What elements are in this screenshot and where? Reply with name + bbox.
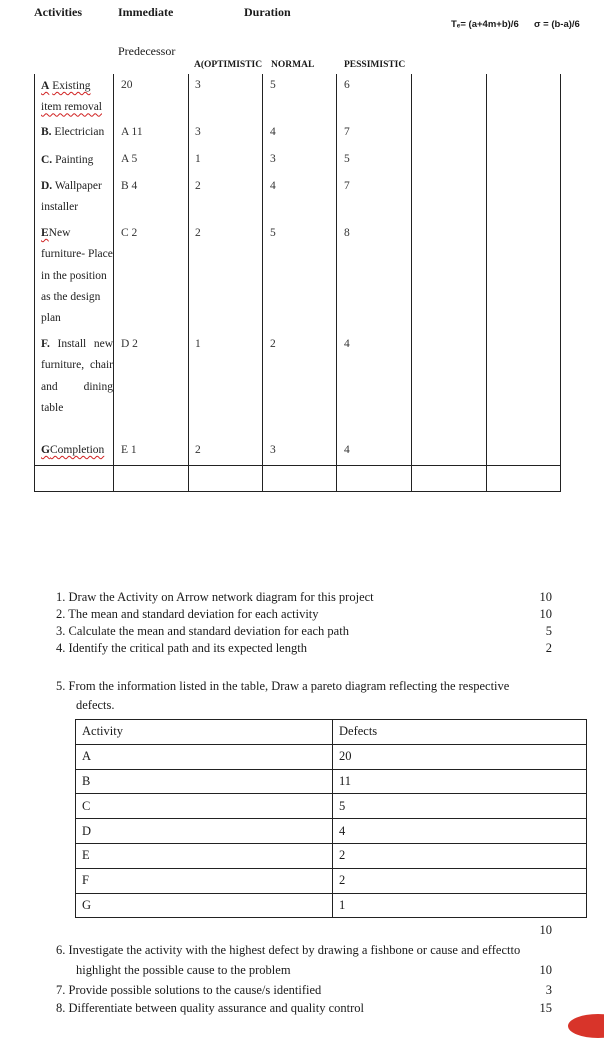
marks-4: 2 — [545, 641, 552, 655]
pessimistic-f: 4 — [344, 338, 350, 350]
question-2: 2. The mean and standard deviation for each activity — [56, 607, 319, 621]
normal-a: 5 — [270, 79, 276, 91]
pessimistic-a: 6 — [344, 79, 350, 91]
predecessor-d: B 4 — [121, 180, 138, 192]
question-6-line2: highlight the possible cause to the problem — [76, 963, 291, 977]
activity-c: C. Painting — [41, 154, 94, 166]
header-duration: Duration — [244, 5, 291, 19]
table-row: C 5 — [76, 794, 587, 819]
marks-2: 10 — [539, 607, 552, 621]
predecessor-a: 20 — [121, 79, 133, 91]
normal-g: 3 — [270, 444, 276, 456]
question-6-line1: 6. Investigate the activity with the highest defect by drawing a fishbone or cause and effectto — [56, 943, 521, 957]
optimistic-a: 3 — [195, 79, 201, 91]
normal-b: 4 — [270, 126, 276, 138]
optimistic-f: 1 — [195, 338, 201, 350]
optimistic-e: 2 — [195, 227, 201, 239]
question-4: 4. Identify the critical path and its expected length — [56, 641, 307, 655]
formula-sigma: σ = (b-a)/6 — [534, 19, 580, 30]
question-5-line2: defects. — [76, 698, 115, 712]
pessimistic-b: 7 — [344, 126, 350, 138]
pessimistic-c: 5 — [344, 153, 350, 165]
table-header-defects: Defects — [333, 720, 587, 745]
formula-te: Tₑ= (a+4m+b)/6 — [451, 19, 519, 30]
marks-7: 3 — [545, 983, 552, 997]
pessimistic-e: 8 — [344, 227, 350, 239]
normal-d: 4 — [270, 180, 276, 192]
pessimistic-g: 4 — [344, 444, 350, 456]
question-1: 1. Draw the Activity on Arrow network diagram for this project — [56, 590, 374, 604]
question-7: 7. Provide possible solutions to the cause/s identified — [56, 983, 322, 997]
question-3: 3. Calculate the mean and standard deviation for each path — [56, 624, 349, 638]
table-row: B 11 — [76, 769, 587, 794]
optimistic-d: 2 — [195, 180, 201, 192]
marks-8: 15 — [539, 1001, 552, 1015]
optimistic-g: 2 — [195, 444, 201, 456]
defects-table — [75, 719, 587, 918]
activity-f: F. Install new furniture, chair and dining table — [41, 338, 114, 414]
header-activities: Activities — [34, 5, 82, 19]
marks-6: 10 — [539, 963, 552, 977]
normal-e: 5 — [270, 227, 276, 239]
predecessor-e: C 2 — [121, 227, 138, 239]
question-8: 8. Differentiate between quality assurance and quality control — [56, 1001, 364, 1015]
optimistic-b: 3 — [195, 126, 201, 138]
marks-5: 10 — [539, 923, 552, 937]
activity-b: B. Electrician — [41, 126, 105, 138]
table-row: D 4 — [76, 819, 587, 844]
predecessor-g: E 1 — [121, 444, 137, 456]
activity-g: GCompletion — [41, 444, 105, 456]
table-row: G 1 — [76, 893, 587, 918]
activity-e: ENew furniture- Place in the position as the design plan — [41, 227, 113, 325]
question-5-line1: 5. From the information listed in the table, Draw a pareto diagram reflecting the respective — [56, 679, 510, 693]
normal-f: 2 — [270, 338, 276, 350]
marks-3: 5 — [545, 624, 552, 638]
header-immediate: Immediate — [118, 5, 174, 19]
activity-a: A Existing item removal — [41, 80, 102, 114]
pessimistic-d: 7 — [344, 180, 350, 192]
table-header-row — [76, 720, 587, 745]
optimistic-c: 1 — [195, 153, 201, 165]
table-row: F 2 — [76, 868, 587, 893]
table-header-activity: Activity — [76, 720, 333, 745]
predecessor-f: D 2 — [121, 338, 138, 350]
predecessor-c: A 5 — [121, 153, 138, 165]
marks-1: 10 — [539, 590, 552, 604]
activity-d: D. Wallpaper installer — [41, 180, 102, 214]
normal-c: 3 — [270, 153, 276, 165]
red-shape-decoration — [568, 1014, 604, 1038]
header-predecessor: Predecessor — [118, 44, 176, 58]
header-pessimistic: PESSIMISTIC — [344, 60, 406, 70]
header-normal: NORMAL — [271, 60, 315, 70]
table-row: E 2 — [76, 843, 587, 868]
predecessor-b: A 11 — [121, 126, 143, 138]
table-row: A 20 — [76, 744, 587, 769]
header-optimistic: A(OPTIMISTIC — [194, 60, 263, 70]
